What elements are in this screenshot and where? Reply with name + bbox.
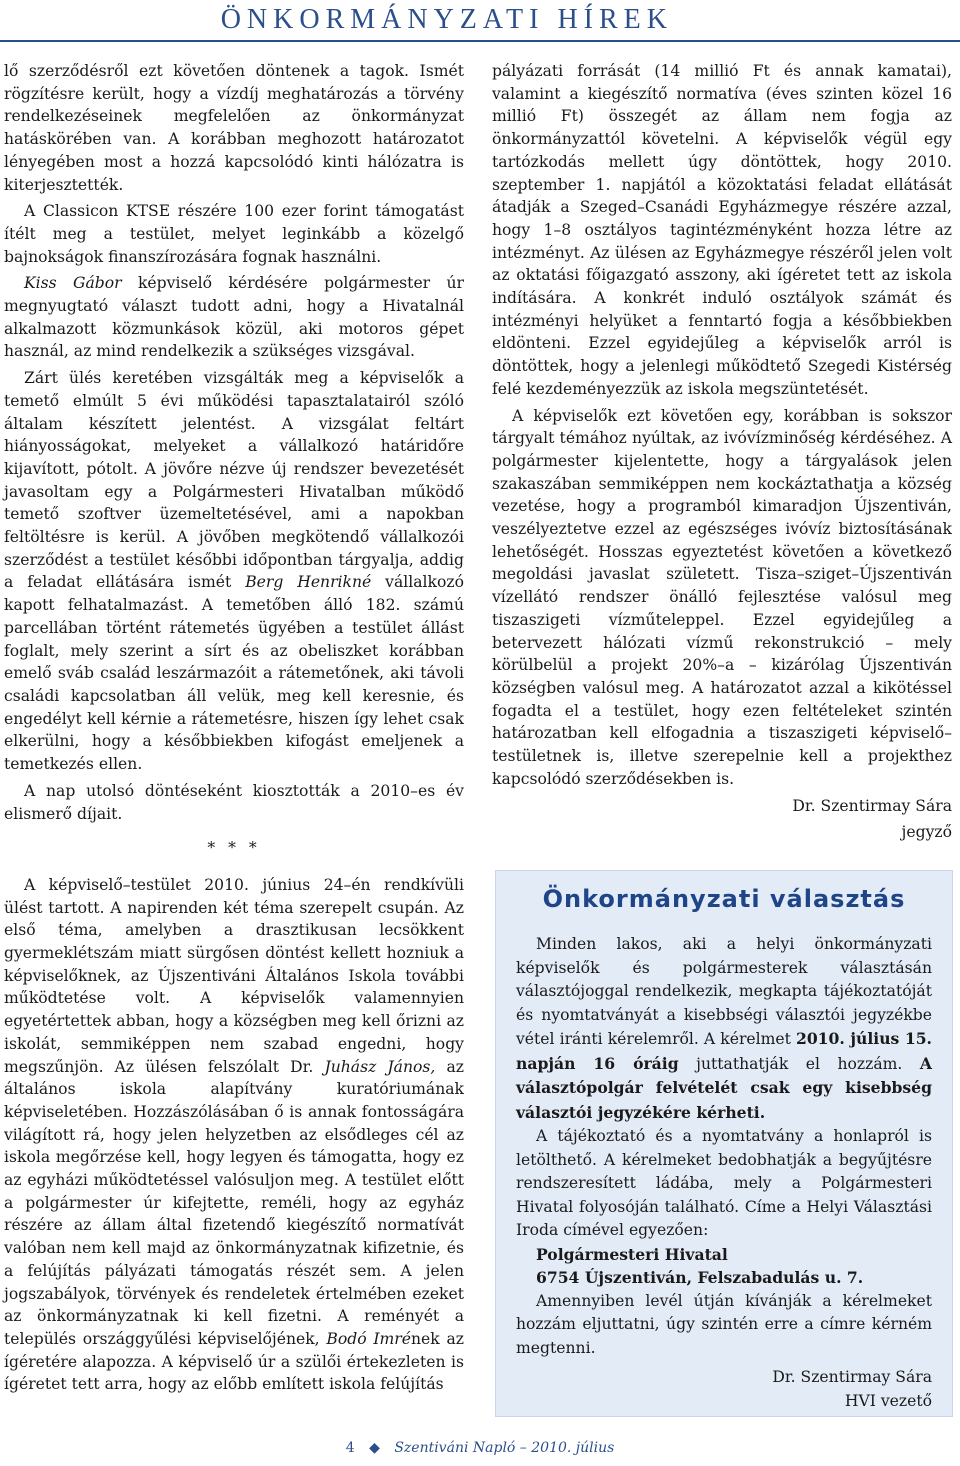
paragraph: pályázati forrását (14 millió Ft és annak kamatai), valamint a kiegészítő normatíva (éves szinten közel 16 millió Ft) összegét az állam nem fogja az önkormányzattól követelni. A képviselők végül egy tartózkodás mellett úgy döntöttek, hogy 2010. szeptember 1. napjától a közoktatási feladat ellátását átadják a Szeged–Csanádi Egyházmegye részére azzal, hogy 1–8 osztályos tagintézményként hozza létre az intézményt. Az ülésen az Egyházmegye részéről jelen volt az oktatási főigazgató asszony, aki ígéretet tett az iskola indítására. A konkrét induló osztályok számát és intézményi helyüket a fenntartó fogja a későbbiekben eldönteni. Ezzel egyidejűleg a képviselők arról is döntöttek, hogy a jelenlegi működtető Szegedi Kistérség felé kezdeményezzük az iskola megszüntetését. bbox=[492, 62, 952, 398]
left-column bbox=[4, 60, 464, 1400]
signature-role: jegyző bbox=[901, 823, 952, 842]
section-separator: * * * bbox=[207, 839, 261, 858]
signature-name: Dr. Szentirmay Sára bbox=[792, 796, 952, 815]
paragraph-text: vállalkozó kapott felhatalmazást. A temetőben álló 182. számú parcellában történt rátemetés ügyében a testület állást foglalt, mely szerint a sírt és az obeliszket korábban emelő sváb család leszármazóit a rátemetőnek, aki távoli családi kapcsolatban áll velük, meg kell keresnie, és engedélyt kell kérnie a rátemetésre, hiszen így lehet csak elkerülni, hogy a későbbiekben kifogást emeljenek a temetkezés ellen. bbox=[4, 573, 464, 774]
deadline: 2010. július 15. napján 16 óráig bbox=[516, 1029, 932, 1073]
paragraph bbox=[4, 272, 464, 363]
page-header bbox=[0, 0, 960, 44]
paragraph-text: képviselő kérdésére polgármester úr megnyugtató választ tudott adni, hogy a Hivatalnál alkalmazott közmunkások közül, aki motoros gépet használ, az mind rendelkezik a szükséges vizsgával. bbox=[4, 274, 464, 361]
paragraph bbox=[4, 367, 464, 776]
paragraph-text: Minden lakos, aki a helyi önkormányzati képviselők és polgármesterek választásán választójoggal rendelkezik, megkapta tájékoztatóját és nyomtatványát a kisebbségi választói jegyzékbe vétel iránti kérelemről. A kérelmet bbox=[516, 935, 932, 1048]
person-name: Kiss Gábor bbox=[24, 274, 122, 293]
paragraph: Amennyiben levél útján kívánják a kérelmeket hozzám eljuttatni, úgy szintén erre a címre kérném megtenni. bbox=[516, 1291, 932, 1357]
page-footer bbox=[0, 1440, 960, 1456]
page-number: 4 bbox=[345, 1440, 355, 1456]
paragraph-text: az általános iskola alapítvány kuratóriumának képviseletében. Hozzászólásában ő is annak fontosságára világított rá, hogy jelen helyzetben az elsődleges cél az iskola megőrzése kell, hogy legyen és támogatta, hogy ez az egyházi működtetéssel valósuljon meg. A testület előtt a polgármester úr kifejtette, reméli, hogy az egyház részére az állam által fizetendő kiegészítő normatívát valóban nem kell majd az önkormányzatnak kifizetnie, és a felújítás pályázati támogatás részét sem. A jelen jogszabályok, törvények és rendeletek értelmében ezeket az önkormányzatnak ki kell fizetni. A reményét a település országgyűlési képviselőjének, bbox=[4, 1057, 464, 1348]
paragraph-text: A képviselő–testület 2010. június 24–én rendkívüli ülést tartott. A napirenden két téma szerepelt csupán. Az első téma, amelyben a drasztikusan lecsökkent gyermeklétszám miatt sürgősen döntést kellett hozniuk a képviselőknek, az Újszentiváni Általános Iskola további működtetése volt. A képviselők valamennyien egyetértettek abban, hogy a községben meg kell őrizni az iskolát, semmiképpen nem szabad engedni, hogy megszűnjön. Az ülésen felszólalt Dr. bbox=[4, 875, 464, 1076]
paragraph bbox=[4, 874, 464, 1396]
paragraph-text: juttathatják el hozzám. bbox=[678, 1054, 920, 1073]
paragraph: A képviselők ezt követően egy, korábban is sokszor tárgyalt témához nyúltak, az ivóvízminőség kérdéséhez. A polgármester kijelentette, hogy a tárgyalások jelen szakaszában semmiképpen nem kockáztathatja a község vezetése, hogy a programból kimaradjon Újszentiván, veszélyeztetve ezzel az egészséges ivóvíz biztosításának lehetőségét. Hosszas egyeztetést követően a következő megoldási javaslat született. Tisza–sziget–Újszentiván vízellátó rendszer önálló fejlesztése valósul meg tiszaszigeti vízműteleppel. Ezzel egyidejűleg a betervezett hálózati vízmű rekonstrukció – mely körülbelül a projekt 20%–a – kizárólag Újszentiván községben valósul meg. A határozatot azzal a kikötéssel fogadta el a testület, hogy ezen feltételeket szintén határozatban kell elfogadnia a tiszaszigeti képviselő–testületnek is, illetve szerepelnie kell a projekthez kapcsolódó szerződésekben is. bbox=[492, 406, 952, 788]
paragraph bbox=[516, 933, 932, 1125]
person-name: Berg Henrikné bbox=[245, 573, 372, 592]
paragraph: A nap utolsó döntéseként kiosztották a 2010–es év elismerő díjait. bbox=[4, 781, 464, 823]
address-line: 6754 Újszentiván, Felszabadulás u. 7. bbox=[536, 1268, 864, 1287]
publication-name: Szentiváni Napló – 2010. július bbox=[394, 1440, 615, 1456]
box-body bbox=[516, 933, 932, 1413]
paragraph-text: Zárt ülés keretében vizsgálták meg a képviselők a temető elmúlt 5 évi működési tapasztalatairól szóló általam készített jelentést. A vizsgálat feltárt hiányosságokat, melyeket a vállalkozó határidőre kijavított, pótolt. A jövőre nézve új rendszer bevezetését javasoltam egy a Polgármesteri Hivatalban működő temető szoftver üzemeltetésével, ami a napokban feltöltésre is kerül. A jövőben megkötendő vállalkozói szerződést a testület későbbi időpontban tárgyalja, addig a feladat ellátására ismét bbox=[4, 369, 464, 592]
paragraph: A Classicon KTSE részére 100 ezer forint támogatást ítélt meg a testület, melyet leginkább a közelgő bajnokságok finanszírozására fognak használni. bbox=[4, 202, 464, 266]
paragraph: lő szerződésről ezt követően döntenek a tagok. Ismét rögzítésre került, hogy a vízdíj meghatározás a törvény rendelkezéseinek megfelelően az önkormányzat hatáskörében van. A korábban meghozott határozatot lényegében most a hozzá kapcsolódó kinti hálózatra is kiterjesztették. bbox=[4, 62, 464, 194]
right-column bbox=[492, 60, 952, 848]
diamond-icon: ◆ bbox=[369, 1440, 380, 1456]
paragraph-text: nek az ígéretére alapozza. A képviselő úr a szülői értekezleten is ígéretet tett arra, hogy az előbb említett iskola felújítás bbox=[4, 1329, 464, 1394]
person-name: Bodó Imré bbox=[326, 1329, 411, 1348]
address-line: Polgármesteri Hivatal bbox=[536, 1244, 728, 1264]
signature-role: HVI vezető bbox=[844, 1391, 932, 1410]
election-notice-box bbox=[495, 870, 953, 1417]
notice-emphasis: A választópolgár felvételét csak egy kisebbség választói jegyzékére kérheti. bbox=[516, 1053, 932, 1122]
section-title: ÖNKORMÁNYZATI HÍREK bbox=[220, 4, 673, 35]
paragraph: A tájékoztató és a nyomtatvány a honlapról is letölthető. A kérelmeket bedobhatják a begyűjtésre rendszeresített ládába, mely a Polgármesteri Hivatal folyosóján található. Címe a Helyi Választási Iroda címével egyezően: bbox=[516, 1127, 932, 1239]
header-rule bbox=[0, 40, 960, 42]
signature-name: Dr. Szentirmay Sára bbox=[772, 1368, 932, 1386]
person-name: Juhász János, bbox=[324, 1057, 436, 1076]
box-title: Önkormányzati választás bbox=[542, 885, 906, 913]
